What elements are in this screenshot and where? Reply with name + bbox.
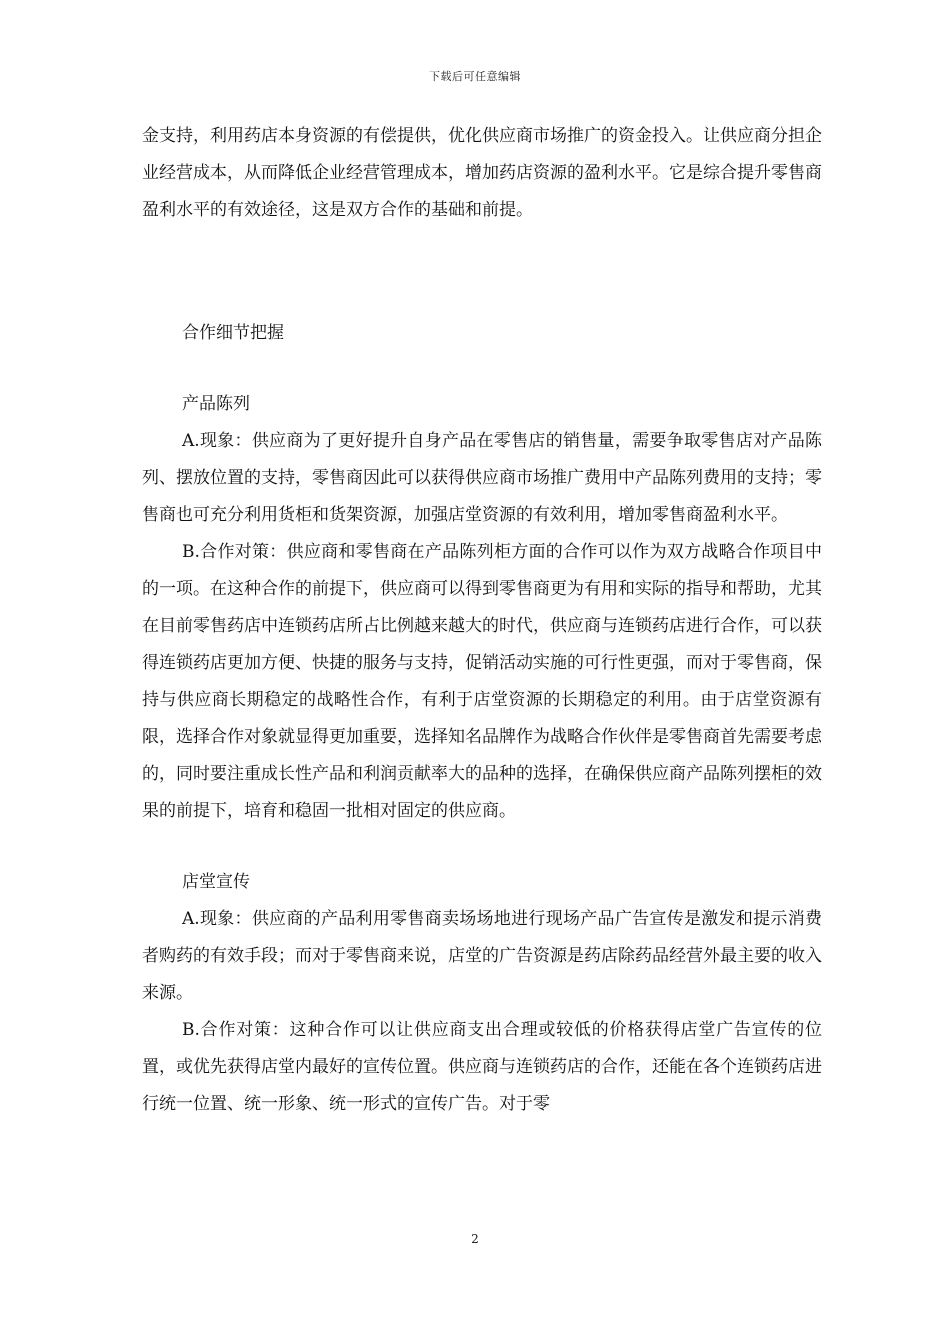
spacer: [142, 352, 822, 386]
page-number: 2: [471, 1232, 479, 1246]
spacer: [142, 830, 822, 864]
page-header: 下载后可任意编辑: [429, 70, 521, 83]
subsection-title-promo: 店堂宣传: [182, 872, 250, 892]
paragraph-display-b: B.合作对策：供应商和零售商在产品陈列柜方面的合作可以作为双方战略合作项目中的一项。在这种合作的前提下，供应商可以得到零售商更为有用和实际的指导和帮助，尤其在目前零售药店中连锁药店所占比例越来越大的时代，供应商与连锁药店进行合作，可以获得连锁药店更加方便、快捷的服务与支持，促销活动实施的可行性更强，而对于零售商，保持与供应商长期稳定的战略性合作，有利于店堂资源的长期稳定的利用。由于店堂资源有限，选择合作对象就显得更加重要，选择知名品牌作为战略合作伙伴是零售商首先需要考虑的，同时要注重成长性产品和利润贡献率大的品种的选择，在确保供应商产品陈列摆柜的效果的前提下，培育和稳固一批相对固定的供应商。: [142, 542, 822, 821]
subsection-title-display: 产品陈列: [182, 394, 250, 414]
document-body: [142, 118, 822, 1123]
section-title: 合作细节把握: [182, 323, 284, 343]
paragraph-intro: 金支持，利用药店本身资源的有偿提供，优化供应商市场推广的资金投入。让供应商分担企业经营成本，从而降低企业经营管理成本，增加药店资源的盈利水平。它是综合提升零售商盈利水平的有效途径，这是双方合作的基础和前提。: [142, 126, 822, 220]
paragraph-display-a: A.现象：供应商为了更好提升自身产品在零售店的销售量，需要争取零售店对产品陈列、摆放位置的支持，零售商因此可以获得供应商市场推广费用中产品陈列费用的支持；零售商也可充分利用货柜和货架资源，加强店堂资源的有效利用，增加零售商盈利水平。: [142, 431, 822, 525]
spacer: [142, 229, 822, 315]
paragraph-promo-a: A.现象：供应商的产品利用零售商卖场场地进行现场产品广告宣传是激发和提示消费者购药的有效手段；而对于零售商来说，店堂的广告资源是药店除药品经营外最主要的收入来源。: [142, 909, 822, 1003]
paragraph-promo-b: B.合作对策：这种合作可以让供应商支出合理或较低的价格获得店堂广告宣传的位置，或优先获得店堂内最好的宣传位置。供应商与连锁药店的合作，还能在各个连锁药店进行统一位置、统一形象、统一形式的宣传广告。对于零: [142, 1020, 822, 1114]
